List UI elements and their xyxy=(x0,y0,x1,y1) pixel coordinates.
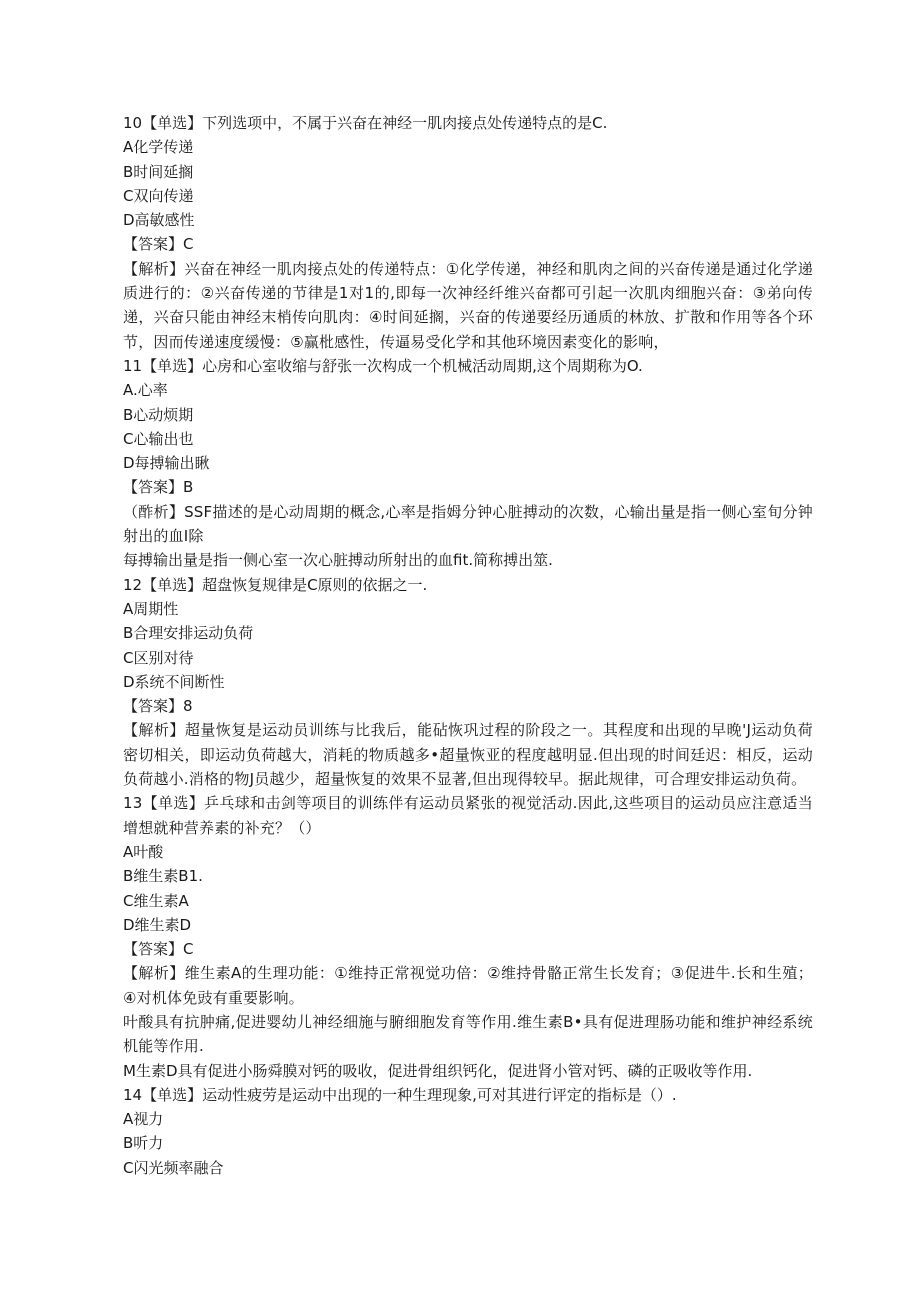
option-d: D系统不间断性 xyxy=(123,672,225,691)
option-c: C心输出也 xyxy=(123,429,194,448)
option-c: C闪光频率融合 xyxy=(123,1158,224,1177)
option-d: D维生素D xyxy=(123,915,192,934)
explanation: （酢析】SSF描述的是心动周期的概念,心率是指姆分钟心脏搏动的次数，心输出量是指一侧心室旬分钟射出的血I除 xyxy=(123,502,813,546)
question-10-stem: 10【单选】下列选项中，不属于兴奋在神经一肌肉接点处传递特点的是C. xyxy=(123,114,608,132)
option-c: C区别对待 xyxy=(123,648,194,667)
answer: 【答案】C xyxy=(123,235,194,254)
explanation-continued: 叶酸具有抗肿痛,促进婴幼儿神经细施与腑细胞发育等作用.维生素B•具有促进理肠功能和维护神经系统机能等作用. xyxy=(123,1012,813,1056)
question-11-stem: 11【单选】心房和心室收缩与舒张一次构成一个机械活动周期,这个周期称为O. xyxy=(123,356,643,375)
option-a: A.心率 xyxy=(123,381,168,400)
document-page xyxy=(123,111,813,1180)
answer: 【答案】B xyxy=(123,478,194,497)
answer: 【答案】C xyxy=(123,940,194,959)
explanation: 【解析】兴奋在神经一肌肉接点处的传递特点：①化学传递，神经和肌肉之间的兴奋传递是通过化学递质进行的：②兴奋传递的节律是1对1的,即每一次神经纤维兴奋都可引起一次肌肉细胞兴奋：③弟向传递，兴奋只能由神经末梢传向肌肉：④时间延搁，兴奋的传递要经历通质的林放、扩散和作用等各个环节，因而传递速度缓慢：⑤赢枇感性，传逼易受化学和其他环境因素变化的影响， xyxy=(123,259,813,351)
option-b: B合理安排运动负荷 xyxy=(123,624,254,643)
explanation: 【解析】维生素A的生理功能：①维持正常视觉功倍：②维持骨骼正常生长发育；③促进牛.长和生殖；④对机体免豉有重要影响。 xyxy=(123,964,813,1007)
question-14-stem: 14【单选】运动性疲劳是运动中出现的一种生理现象,可对其进行评定的指标是（）. xyxy=(123,1085,677,1104)
question-13-stem: 13【单选】乒乓球和击剑等项目的训练伴有运动员紧张的视觉活动.因此,这些项目的运动员应注意适当增想就种营养素的补充？（） xyxy=(123,794,813,837)
option-a: A化学传递 xyxy=(123,138,194,157)
option-b: B时间延搁 xyxy=(123,162,194,181)
explanation: 【解析】超量恢复是运动员训练与比我后，能砧恢巩过程的阶段之一。其程度和出现的早晚'J运动负荷密切相关，即运动负荷越大，消耗的物质越多•超量恢亚的程度越明显.但出现的时间廷迟：相反，运动负荷越小.消格的物J员越少，超量恢复的效果不显著,但出现得较早。据此规律，可合理安排运动负荷。 xyxy=(123,721,813,789)
option-a: A视力 xyxy=(123,1110,164,1129)
option-b: B心动烦期 xyxy=(123,405,194,424)
option-c: C维生素A xyxy=(123,891,189,910)
option-a: A叶酸 xyxy=(123,842,164,861)
option-d: D每搏输出瞅 xyxy=(123,454,210,473)
explanation-continued: 每搏输出量是指一侧心室一次心脏搏动所射出的血fit.简称搏出筮. xyxy=(123,551,553,570)
answer: 【答案】8 xyxy=(123,697,193,716)
option-b: B维生素B1. xyxy=(123,867,203,886)
option-a: A周期性 xyxy=(123,599,179,618)
option-d: D高敏感性 xyxy=(123,211,195,230)
option-c: C双向传递 xyxy=(123,186,194,205)
explanation-continued: M生素D具有促进小肠舜膜对钙的吸收，促进骨组织钙化，促进肾小管对钙、磷的正吸收等作用. xyxy=(123,1061,753,1080)
option-b: B听力 xyxy=(123,1134,164,1153)
question-12-stem: 12【单选】超盘恢复规律是C原则的依据之一. xyxy=(123,575,428,594)
